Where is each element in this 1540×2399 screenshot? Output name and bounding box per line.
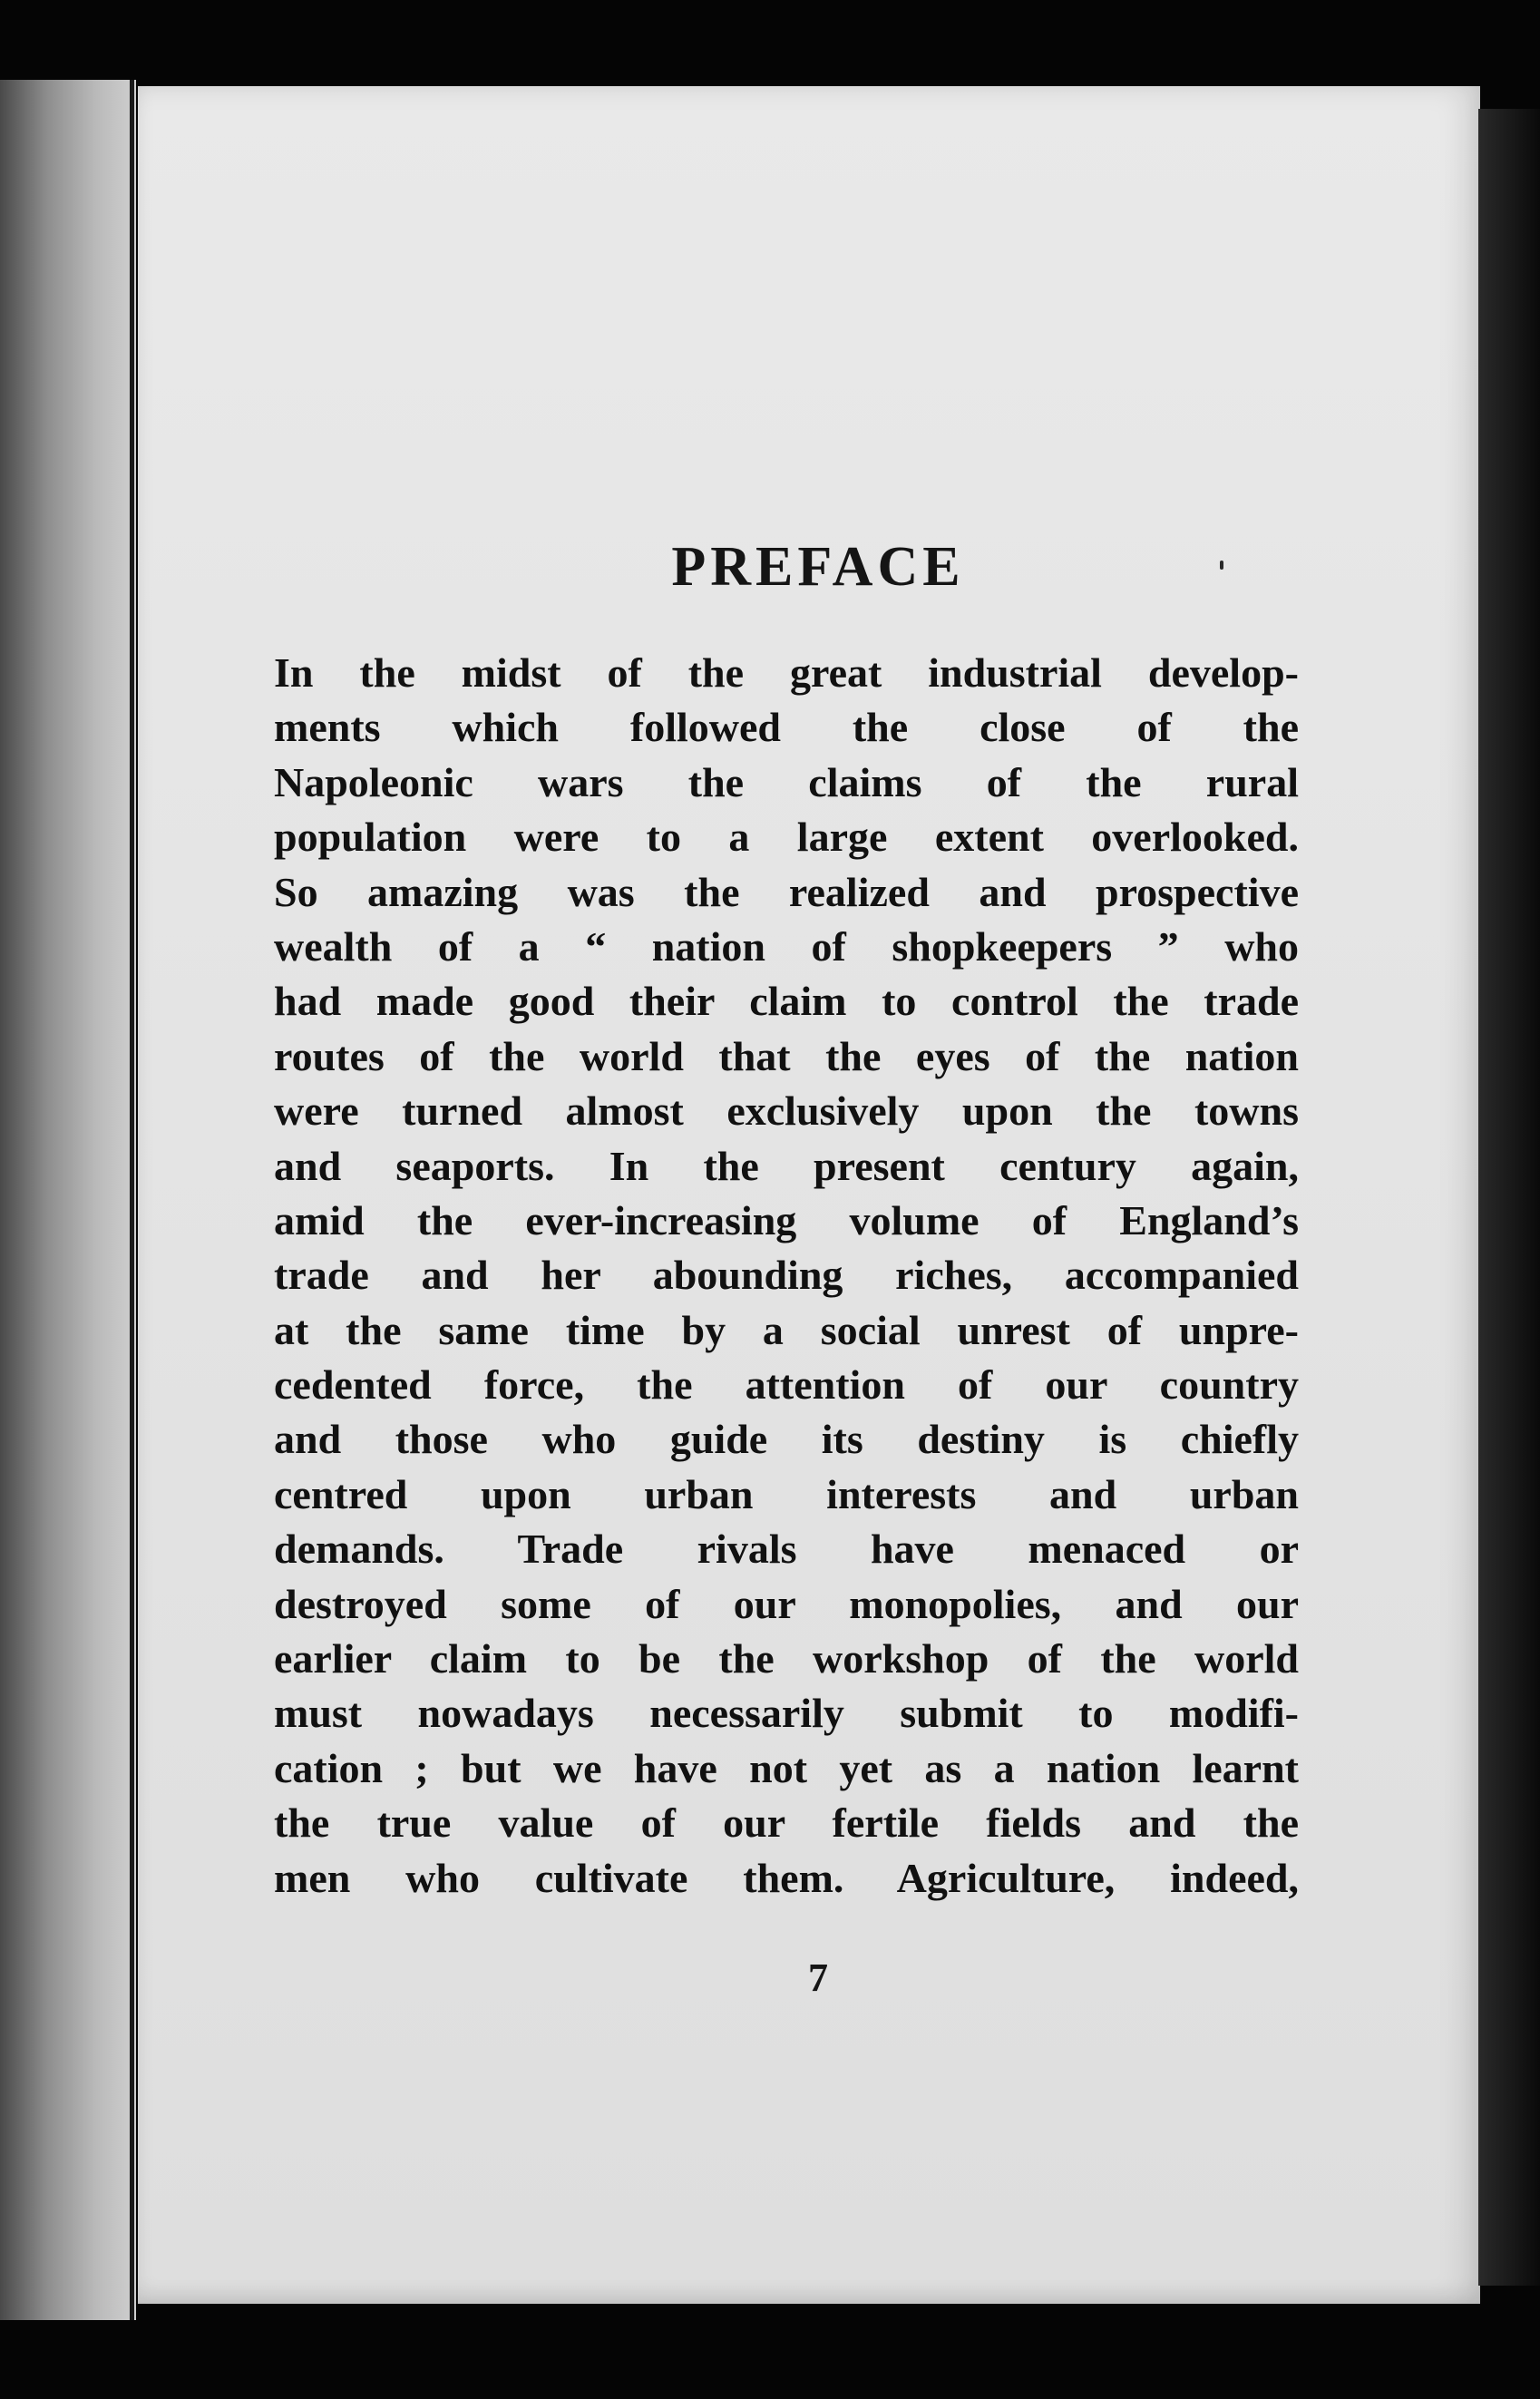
text-line: amid the ever-increasing volume of England’s xyxy=(274,1196,1299,1243)
page-number: 7 xyxy=(808,1955,828,2000)
text-line: at the same time by a social unrest of unpre- xyxy=(274,1306,1299,1353)
text-line: Napoleonic wars the claims of the rural xyxy=(274,758,1299,805)
text-line: routes of the world that the eyes of the nation xyxy=(274,1032,1299,1079)
text-line: cation ; but we have not yet as a nation learnt xyxy=(274,1744,1299,1791)
text-line: must nowadays necessarily submit to modifi- xyxy=(274,1690,1299,1737)
text-line: trade and her abounding riches, accompanied xyxy=(274,1252,1299,1299)
text-line: had made good their claim to control the trade xyxy=(274,978,1299,1025)
text-line: were turned almost exclusively upon the towns xyxy=(274,1087,1299,1135)
text-line: centred upon urban interests and urban xyxy=(274,1470,1299,1517)
text-line: earlier claim to be the workshop of the world xyxy=(274,1635,1299,1682)
text-line: ments which followed the close of the xyxy=(274,704,1299,751)
text-line: wealth of a “ nation of shopkeepers ” who xyxy=(274,922,1299,970)
text-line: So amazing was the realized and prospective xyxy=(274,868,1299,915)
text-line: the true value of our fertile fields and the xyxy=(274,1799,1299,1847)
text-line: and seaports. In the present century again, xyxy=(274,1142,1299,1189)
text-line: men who cultivate them. Agriculture, indeed, xyxy=(274,1854,1299,1901)
text-line: population were to a large extent overlooked. xyxy=(274,814,1299,861)
page-title: PREFACE xyxy=(671,536,965,598)
text-line: demands. Trade rivals have menaced or xyxy=(274,1526,1299,1573)
preface-text xyxy=(274,646,1299,1906)
page-shadow-edge xyxy=(1478,109,1540,2286)
text-line: and those who guide its destiny is chiefly xyxy=(274,1416,1299,1463)
facing-page-edge xyxy=(0,80,136,2320)
text-line: destroyed some of our monopolies, and our xyxy=(274,1580,1299,1627)
text-line: In the midst of the great industrial develop- xyxy=(274,649,1299,696)
text-line: cedented force, the attention of our country xyxy=(274,1361,1299,1409)
